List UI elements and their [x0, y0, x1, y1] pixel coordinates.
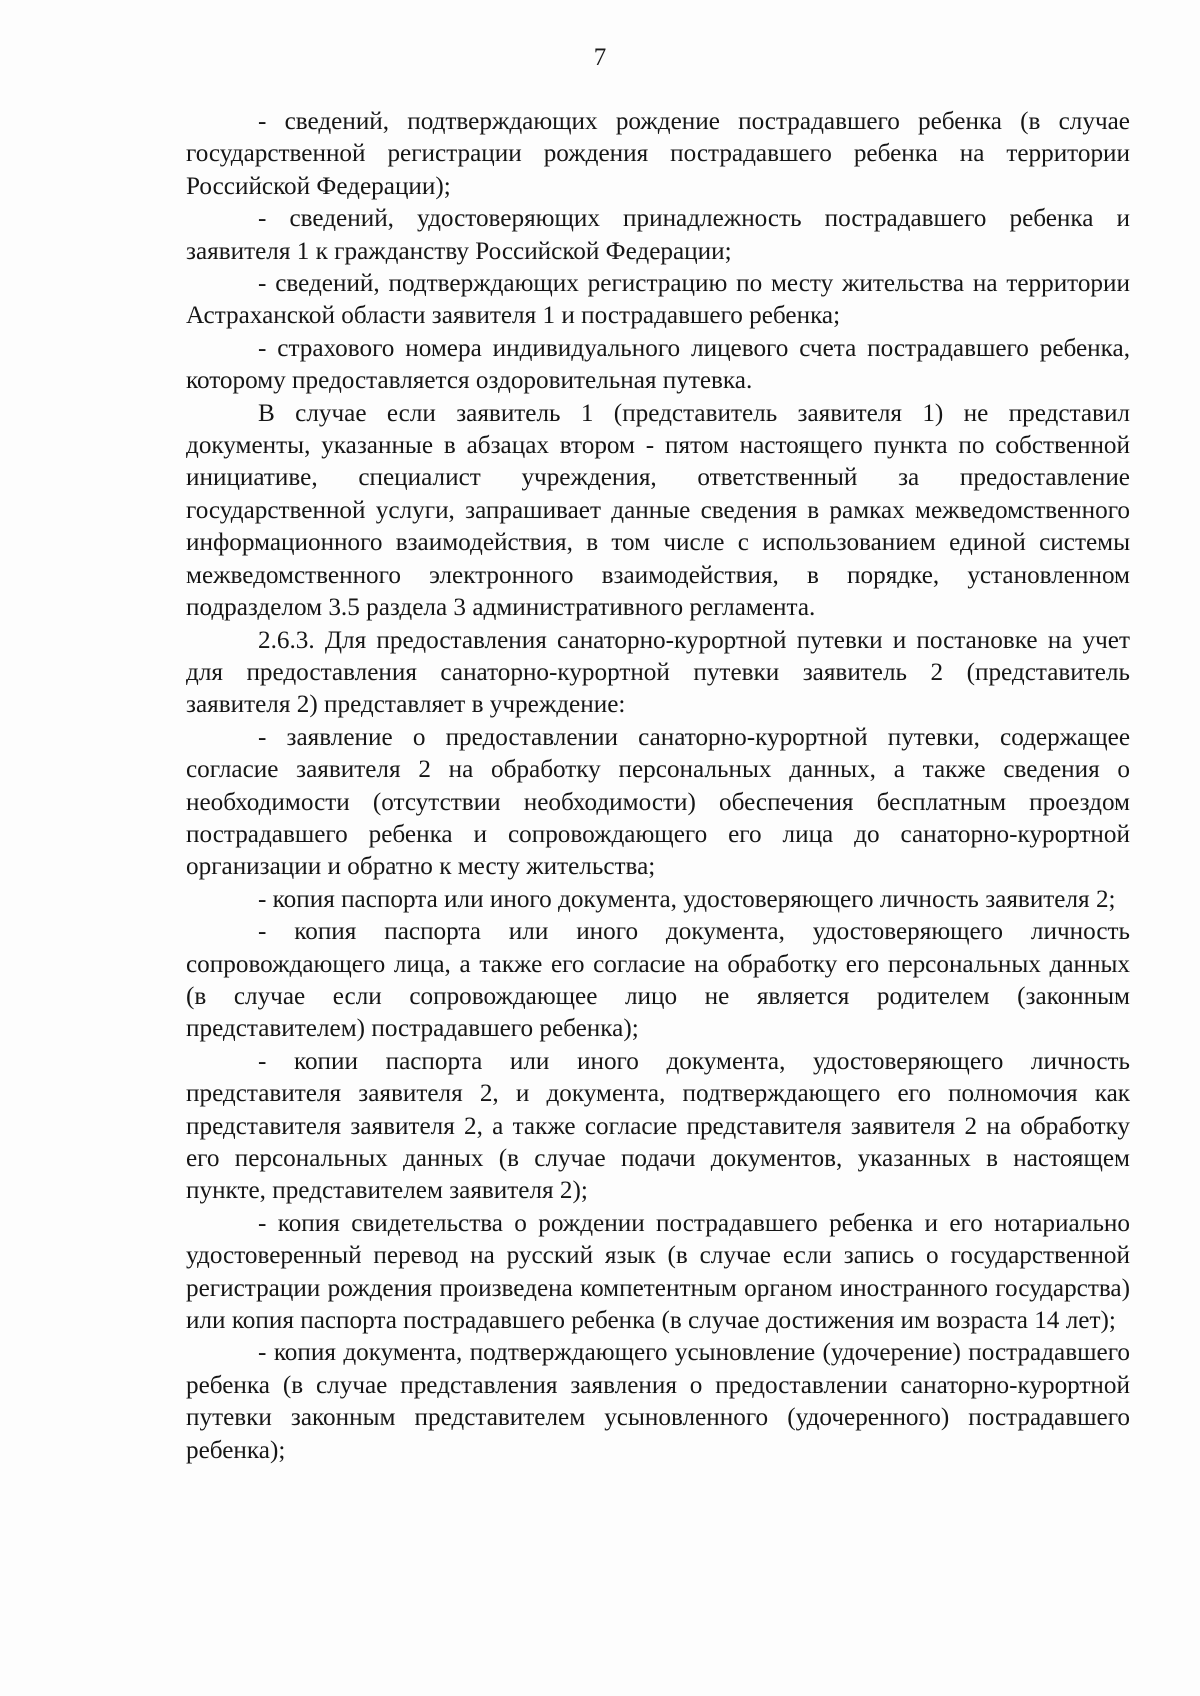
paragraph: - сведений, подтверждающих регистрацию по месту жительства на территории Астраханской области заявителя 1 и пострадавшего ребенка;: [186, 270, 1130, 330]
paragraph: В случае если заявитель 1 (представитель заявителя 1) не представил документы, указанные в абзацах втором - пятом настоящего пункта по собственной инициативе, специалист учреждения, ответственный за предоставление государственной услуги, запрашивает данные сведения в рамках межведомственного информационного взаимодействия, в том числе с использованием единой системы межведомственного электронного взаимодействия, в порядке, установленном подразделом 3.5 раздела 3 административного регламента.: [186, 399, 1130, 622]
paragraph: - копия свидетельства о рождении пострадавшего ребенка и его нотариально удостоверенный перевод на русский язык (в случае если запись о государственной регистрации рождения произведена компетентным органом иностранного государства) или копия паспорта пострадавшего ребенка (в случае достижения им возраста 14 лет);: [186, 1209, 1130, 1335]
paragraph: - заявление о предоставлении санаторно-курортной путевки, содержащее согласие заявителя 2 на обработку персональных данных, а также сведения о необходимости (отсутствии необходимости) обеспечения бесплатным проездом пострадавшего ребенка и сопровождающего его лица до санаторно-курортной организации и обратно к месту жительства;: [186, 723, 1130, 881]
paragraph: 2.6.3. Для предоставления санаторно-курортной путевки и постановке на учет для предоставления санаторно-курортной путевки заявитель 2 (представитель заявителя 2) представляет в учреждение:: [186, 626, 1130, 719]
paragraph: - копии паспорта или иного документа, удостоверяющего личность представителя заявителя 2, и документа, подтверждающего его полномочия как представителя заявителя 2, а также согласие представителя заявителя 2 на обработку его персональных данных (в случае подачи документов, указанных в настоящем пункте, представителем заявителя 2);: [186, 1047, 1130, 1205]
paragraph: - сведений, удостоверяющих принадлежность пострадавшего ребенка и заявителя 1 к гражданству Российской Федерации;: [186, 205, 1130, 265]
paragraph: - копия документа, подтверждающего усыновление (удочерение) пострадавшего ребенка (в случае представления заявления о предоставлении санаторно-курортной путевки законным представителем усыновленного (удочеренного) пострадавшего ребенка);: [186, 1339, 1130, 1464]
page-number: 7: [593, 44, 607, 71]
paragraph: - страхового номера индивидуального лицевого счета пострадавшего ребенка, которому предоставляется оздоровительная путевка.: [186, 334, 1130, 395]
paragraph: - копия паспорта или иного документа, удостоверяющего личность сопровождающего лица, а также его согласие на обработку его персональных данных (в случае если сопровождающее лицо не является родителем (законным представителем) пострадавшего ребенка);: [186, 918, 1130, 1043]
paragraph: - сведений, подтверждающих рождение пострадавшего ребенка (в случае государственной регистрации рождения пострадавшего ребенка на территории Российской Федерации);: [186, 108, 1130, 200]
paragraph: - копия паспорта или иного документа, удостоверяющего личность заявителя 2;: [258, 885, 1116, 913]
document-body: [186, 106, 1130, 1467]
